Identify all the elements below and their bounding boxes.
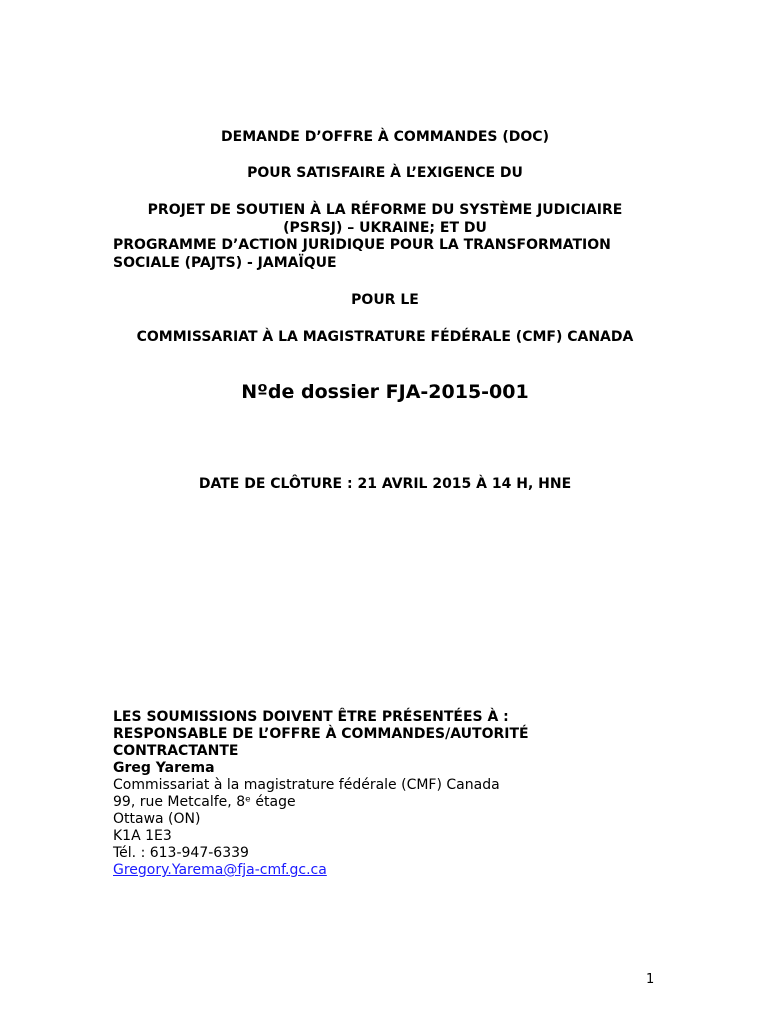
contact-email-link[interactable]: Gregory.Yarema@fja-cmf.gc.ca xyxy=(113,862,327,878)
contact-address: 99, rue Metcalfe, 8ᵉ étage xyxy=(113,794,296,810)
contact-organization: Commissariat à la magistrature fédérale (CMF) Canada xyxy=(113,777,500,793)
project-line1: PROJET DE SOUTIEN À LA RÉFORME DU SYSTÈME JUDICIAIRE xyxy=(147,202,623,218)
doc-title-line1: DEMANDE D’OFFRE À COMMANDES (DOC) xyxy=(221,129,549,145)
project-line2: (PSRSJ) – UKRAINE; ET DU xyxy=(283,220,487,236)
file-number: Nºde dossier FJA-2015-001 xyxy=(241,381,529,403)
submission-contact-block xyxy=(113,709,673,879)
project-line3: PROGRAMME D’ACTION JURIDIQUE POUR LA TRANSFORMATION xyxy=(113,237,611,253)
submission-heading-3: CONTRACTANTE xyxy=(113,743,239,759)
contact-city: Ottawa (ON) xyxy=(113,811,201,827)
contact-name: Greg Yarema xyxy=(113,760,215,776)
submission-heading-2: RESPONSABLE DE L’OFFRE À COMMANDES/AUTORITÉ xyxy=(113,726,529,742)
organization-name: COMMISSARIAT À LA MAGISTRATURE FÉDÉRALE (CMF) CANADA xyxy=(136,329,634,345)
contact-phone: Tél. : 613-947-6339 xyxy=(113,845,249,861)
doc-title-line2: POUR SATISFAIRE À L’EXIGENCE DU xyxy=(247,165,523,181)
submission-heading-1: LES SOUMISSIONS DOIVENT ÊTRE PRÉSENTÉES À : xyxy=(113,709,509,725)
contact-postal-code: K1A 1E3 xyxy=(113,828,172,844)
page-number: 1 xyxy=(646,972,655,987)
closing-date: DATE DE CLÔTURE : 21 AVRIL 2015 À 14 H, HNE xyxy=(198,476,572,492)
project-line4: SOCIALE (PAJTS) - JAMAÏQUE xyxy=(113,255,337,271)
for-label: POUR LE xyxy=(351,292,419,308)
